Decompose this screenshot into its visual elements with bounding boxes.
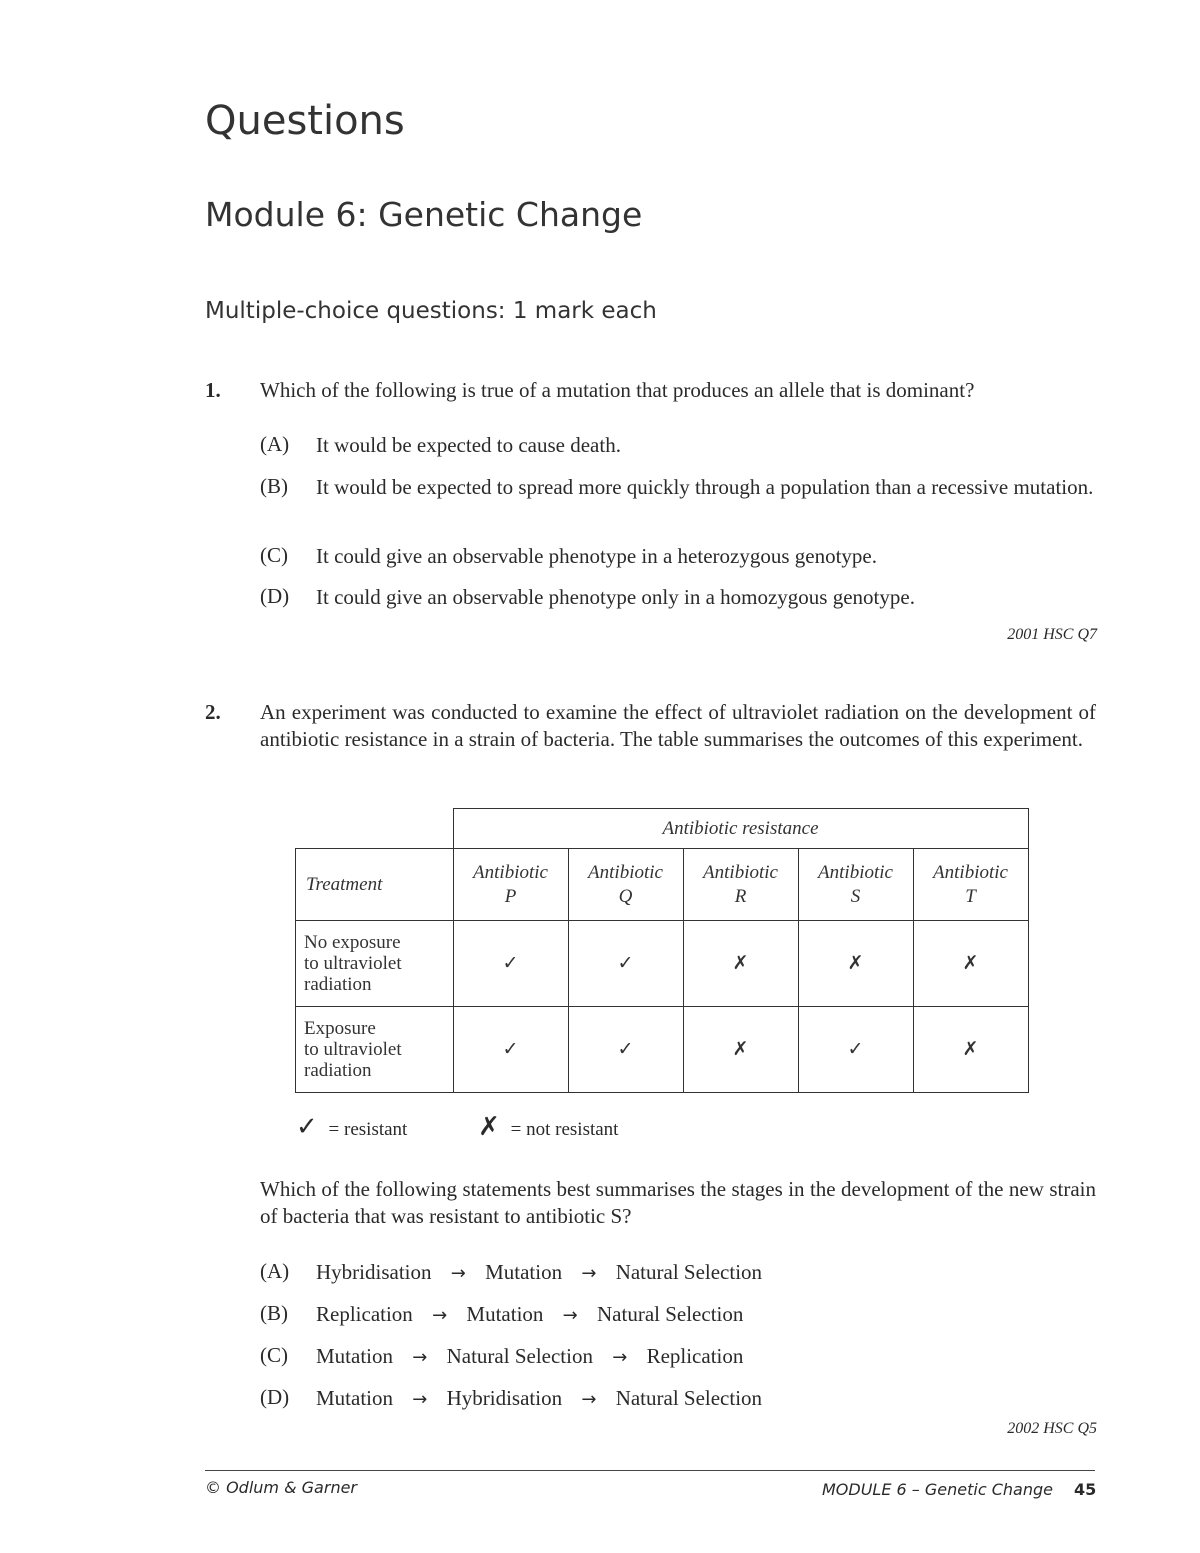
antibiotic-q-header (568, 849, 683, 921)
step: Natural Selection (615, 1386, 763, 1410)
arrow-icon: → (581, 1389, 597, 1410)
footer-rule (205, 1470, 1095, 1471)
antibiotic-letter: T (965, 885, 976, 907)
q1-option-b-text: It would be expected to spread more quickly through a population than a recessive mutation. (316, 475, 1094, 499)
step: Mutation (485, 1260, 563, 1284)
q2-source: 2002 HSC Q5 (1007, 1420, 1097, 1437)
row-no-exposure-label (296, 921, 454, 1007)
row-label-line: radiation (304, 974, 372, 995)
question-2-number: 2. (205, 700, 221, 724)
question-2-prompt: Which of the following statements best summarises the stages in the development of the new strain of bacteria that was resistant to antibiotic S? (260, 1177, 1096, 1228)
arrow-icon: → (581, 1263, 597, 1284)
q1-source: 2001 HSC Q7 (1007, 626, 1097, 643)
q2-option-d-chain (316, 1385, 762, 1413)
q1-option-a-text: It would be expected to cause death. (316, 433, 621, 457)
antibiotic-letter: S (850, 885, 861, 907)
mark-cell: ✓ (798, 1007, 913, 1093)
arrow-icon: → (612, 1347, 628, 1368)
row-label-line: to ultraviolet (304, 953, 402, 974)
mark-cell: ✓ (568, 1007, 683, 1093)
antibiotic-letter: Q (618, 885, 633, 907)
legend (296, 1112, 618, 1142)
question-2-intro: An experiment was conducted to examine the effect of ultraviolet radiation on the development of antibiotic resistance in a strain of bacteria. The table summarises the outcomes of this experiment. (260, 700, 1096, 751)
q1-option-c-text: It could give an observable phenotype in a heterozygous genotype. (316, 544, 877, 568)
q2-option-d-label: (D) (260, 1385, 290, 1409)
antibiotic-p-header (453, 849, 568, 921)
row-exposure-label (296, 1007, 454, 1093)
mark-cell: ✓ (453, 1007, 568, 1093)
antibiotic-t-header (913, 849, 1028, 921)
footer-copyright: © Odlum & Garner (205, 1478, 357, 1497)
step: Natural Selection (615, 1260, 763, 1284)
antibiotic-word: Antibiotic (933, 861, 1008, 883)
step: Natural Selection (446, 1344, 593, 1368)
step: Replication (646, 1344, 744, 1368)
step: Hybridisation (446, 1386, 563, 1410)
row-label-line: to ultraviolet (304, 1039, 402, 1060)
q2-option-a-label: (A) (260, 1259, 290, 1283)
mark-cell: ✓ (568, 921, 683, 1007)
q1-option-a-label: (A) (260, 432, 290, 456)
footer-module: MODULE 6 – Genetic Change (822, 1480, 1053, 1499)
arrow-icon: → (450, 1263, 466, 1284)
q2-option-b-chain (316, 1301, 743, 1329)
step: Natural Selection (597, 1302, 744, 1326)
row-label-line: radiation (304, 1060, 372, 1081)
legend-resistant-text: = resistant (328, 1119, 408, 1140)
step: Mutation (316, 1386, 393, 1410)
treatment-header: Treatment (296, 849, 454, 921)
question-1-text: Which of the following is true of a mutation that produces an allele that is dominant? (260, 378, 975, 402)
step: Replication (316, 1302, 413, 1326)
step: Mutation (466, 1302, 544, 1326)
antibiotic-letter: P (504, 885, 517, 907)
antibiotic-r-header (683, 849, 798, 921)
row-label-line: Exposure (304, 1018, 376, 1039)
mark-cell: ✓ (453, 921, 568, 1007)
mark-cell: ✗ (683, 1007, 798, 1093)
check-icon: ✓ (296, 1112, 318, 1142)
q2-option-c-label: (C) (260, 1343, 288, 1367)
module-heading: Module 6: Genetic Change (205, 195, 643, 234)
step: Mutation (316, 1344, 393, 1368)
q1-option-c-label: (C) (260, 543, 288, 567)
q2-option-b-label: (B) (260, 1301, 288, 1325)
antibiotic-word: Antibiotic (818, 861, 893, 883)
section-heading: Multiple-choice questions: 1 mark each (205, 298, 657, 324)
arrow-icon: → (412, 1389, 428, 1410)
arrow-icon: → (412, 1347, 428, 1368)
group-header: Antibiotic resistance (453, 809, 1028, 849)
page-number: 45 (1074, 1480, 1097, 1499)
antibiotic-word: Antibiotic (703, 861, 778, 883)
q1-option-d-text: It could give an observable phenotype only in a homozygous genotype. (316, 585, 915, 609)
mark-cell: ✗ (798, 921, 913, 1007)
step: Hybridisation (316, 1260, 432, 1284)
mark-cell: ✗ (913, 1007, 1028, 1093)
antibiotic-word: Antibiotic (588, 861, 663, 883)
q2-option-c-chain (316, 1343, 743, 1371)
legend-not-resistant-text: = not resistant (510, 1119, 619, 1140)
page-title: Questions (205, 98, 405, 144)
q2-option-a-chain (316, 1259, 762, 1287)
mark-cell: ✗ (683, 921, 798, 1007)
q1-option-d-label: (D) (260, 584, 290, 608)
antibiotic-s-header (798, 849, 913, 921)
q1-option-b-label: (B) (260, 474, 288, 498)
arrow-icon: → (432, 1305, 448, 1326)
row-label-line: No exposure (304, 932, 401, 953)
question-1-number: 1. (205, 378, 221, 402)
antibiotic-word: Antibiotic (473, 861, 548, 883)
cross-icon: ✗ (478, 1112, 500, 1142)
resistance-table (295, 808, 1029, 1093)
arrow-icon: → (562, 1305, 578, 1326)
antibiotic-letter: R (734, 885, 747, 907)
mark-cell: ✗ (913, 921, 1028, 1007)
